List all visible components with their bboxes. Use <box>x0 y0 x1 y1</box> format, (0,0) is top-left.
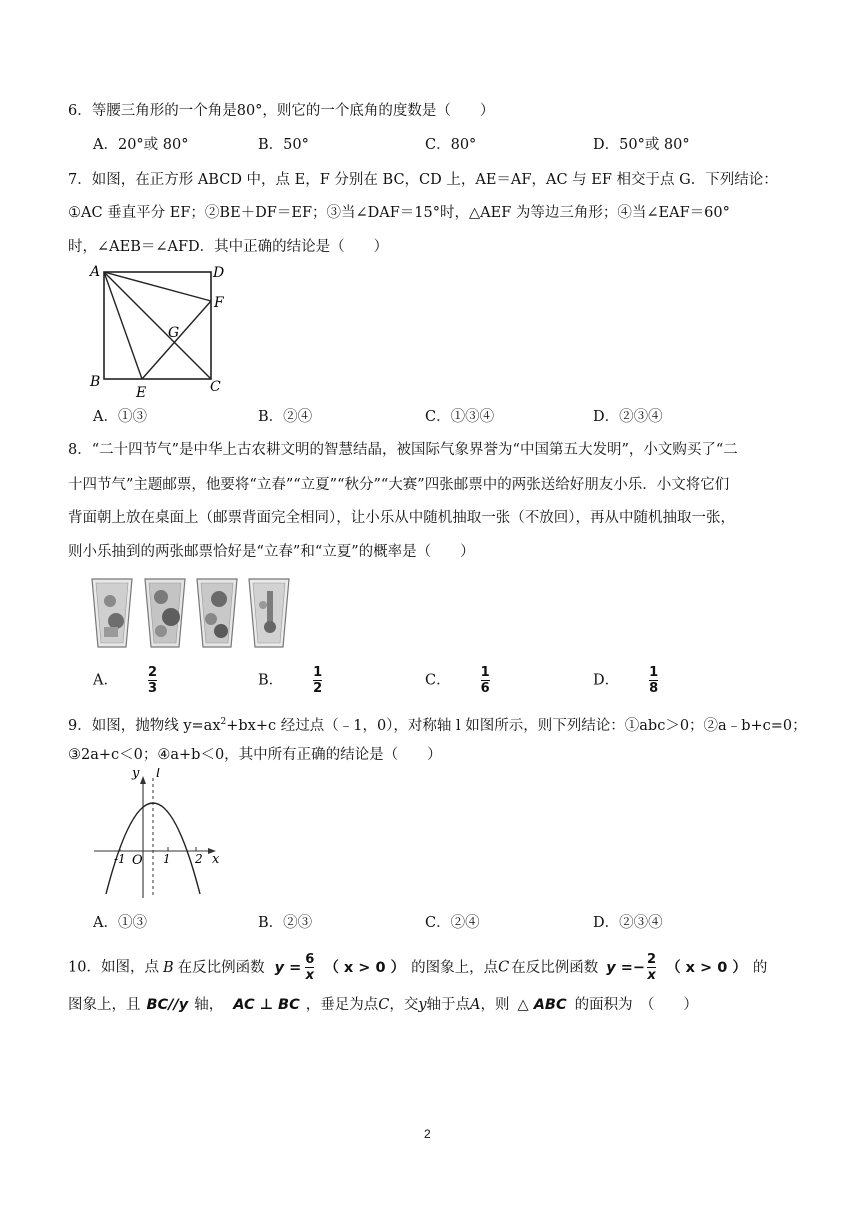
q9-option-d: D．②③④ <box>593 915 663 931</box>
label-b: B <box>90 374 101 390</box>
q9-option-c: C．②④ <box>425 915 480 931</box>
label-a: A <box>90 264 101 280</box>
label-d: D <box>213 265 225 281</box>
label-o: O <box>132 853 143 868</box>
label-e: E <box>136 385 147 401</box>
q6-stem: 6．等腰三角形的一个角是80°，则它的一个底角的度数是（ ） <box>68 103 495 119</box>
q7-option-b: B．②④ <box>258 409 313 425</box>
q9-option-a: A．①③ <box>93 915 147 931</box>
q7-line2: ①AC 垂直平分 EF；②BE＋DF＝EF；③当∠DAF＝15°时，△AEF 为等边三角形；④当∠EAF＝60° <box>68 205 730 221</box>
q9-option-b: B．②③ <box>258 915 313 931</box>
q10-line1: 10．如图，点 B 在反比例函数 y = $\frac{6}{x}$ （ x > 0 ） 的图象上，点C 在反比例函数 y =− $\frac{2}{x}$ （ x > 0 ） 的 <box>68 952 768 983</box>
q10-line2: 图象上，且 BC//y 轴， AC ⊥ BC ，垂足为点C，交y轴于点A，则 △ ABC 的面积为 （ ） <box>68 997 698 1013</box>
q6-option-c: C．80° <box>425 137 477 153</box>
stamp-image-1 <box>90 577 134 649</box>
q8-option-d: D． $\frac{1}{8}$ <box>593 665 659 696</box>
label-neg1: -1 <box>114 852 126 866</box>
label-c: C <box>210 379 221 395</box>
q9-line1: 9．如图，抛物线 $y=ax^2+bx+c$ 经过点（﹣1，0），对称轴 l 如图所示，则下列结论：①abc＞0；②a﹣b+c=0； <box>68 717 807 734</box>
q8-option-b: B． $\frac{1}{2}$ <box>258 665 323 696</box>
stamp-image-2 <box>143 577 187 649</box>
q6-option-a: A．20°或 80° <box>93 137 189 153</box>
stamp-image-4 <box>247 577 291 649</box>
q8-option-c: C． $\frac{1}{6}$ <box>425 665 490 696</box>
label-f: F <box>214 295 224 311</box>
q7-option-a: A．①③ <box>93 409 147 425</box>
q8-line4: 则小乐抽到的两张邮票恰好是“立春”和“立夏”的概率是（ ） <box>68 544 475 560</box>
q8-option-a: A． $\frac{2}{3}$ <box>93 665 158 696</box>
q7-option-c: C．①③④ <box>425 409 495 425</box>
q7-option-d: D．②③④ <box>593 409 663 425</box>
q9-parabola-figure <box>88 768 238 904</box>
page-number: 2 <box>424 1127 431 1141</box>
label-g: G <box>168 325 180 341</box>
label-x: x <box>212 852 220 867</box>
label-l: l <box>156 768 161 781</box>
q6-option-b: B．50° <box>258 137 309 153</box>
q8-line2: 十四节气”主题邮票，他要将“立春”“立夏”“秋分”“大赛”四张邮票中的两张送给好朋友小乐．小文将它们 <box>68 477 730 493</box>
q7-line1: 7．如图，在正方形 ABCD 中，点 E，F 分别在 BC，CD 上，AE＝AF，AC 与 EF 相交于点 G．下列结论： <box>68 172 778 188</box>
stamp-image-3 <box>195 577 239 649</box>
q9-line2: ③2a+c＜0；④a+b＜0，其中所有正确的结论是（ ） <box>68 747 442 763</box>
q8-line3: 背面朝上放在桌面上（邮票背面完全相同），让小乐从中随机抽取一张（不放回），再从中随机抽取一张， <box>68 510 735 526</box>
q6-option-d: D．50°或 80° <box>593 137 690 153</box>
q7-square-figure <box>86 262 236 402</box>
label-two: 2 <box>195 852 203 866</box>
q8-line1: 8．“二十四节气”是中华上古农耕文明的智慧结晶，被国际气象界誉为“中国第五大发明”，小文购买了“二 <box>68 442 738 458</box>
label-one: 1 <box>163 852 171 866</box>
q7-line3: 时，∠AEB＝∠AFD．其中正确的结论是（ ） <box>68 239 389 255</box>
label-y: y <box>132 768 140 781</box>
